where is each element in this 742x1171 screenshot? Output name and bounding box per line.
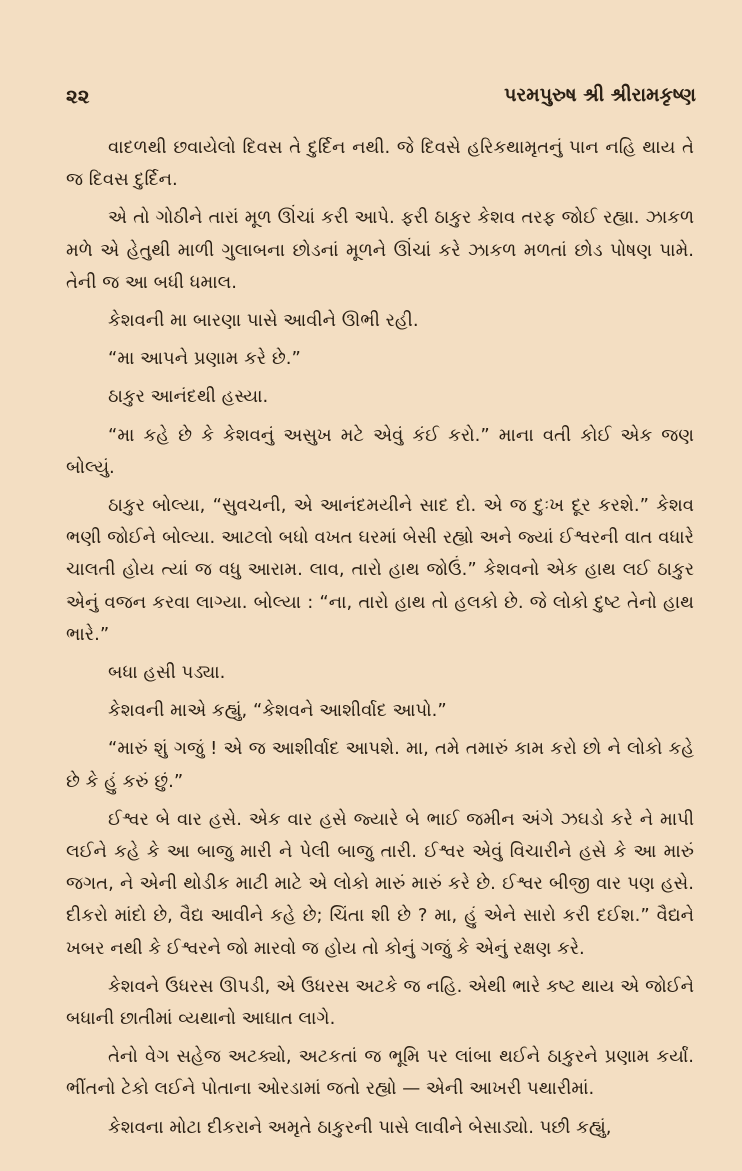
paragraph: ઠાકુર આનંદથી હસ્યા. xyxy=(108,386,269,408)
running-title: પરમપુરુષ શ્રી શ્રીરામકૃષ્ણ xyxy=(504,84,696,106)
paragraph: કેશવની માએ કહ્યું, “કેશવને આશીર્વાદ આપો.” xyxy=(108,700,447,722)
paragraph: ઠાકુર બોલ્યા, “સુવચની, એ આનંદમયીને સાદ દો. એ જ દુઃખ દૂર કરશે.” કેશવ ભણી જોઈને બોલ્યા. આટલો બધો વખત ઘરમાં બેસી રહ્યો અને જ્યાં ઈશ્વરની વાત વધારે ચાલતી હોય ત્યાં જ વધુ આરામ. લાવ, તારો હાથ જોઉં.” કેશવનો એક હાથ લઈ ઠાકુર એનું વજન કરવા લાગ્યા. બોલ્યા : “ના, તારો હાથ તો હલકો છે. જે લોકો દુષ્ટ તેનો હાથ ભારે.” xyxy=(66,495,694,645)
page-number: ૨૨ xyxy=(66,84,90,108)
paragraph: કેશવની મા બારણા પાસે આવીને ઊભી રહી. xyxy=(108,310,419,332)
paragraph: કેશવને ઉધરસ ઊપડી, એ ઉધરસ અટકે જ નહિ. એથી ભારે કષ્ટ થાય એ જોઈને બધાની છાતીમાં વ્યથાનો આઘાત લાગે. xyxy=(66,975,694,1030)
paragraph: “મા કહે છે કે કેશવનું અસુખ મટે એવું કંઈ કરો.” માના વતી કોઈ એક જણ બોલ્યું. xyxy=(66,424,694,478)
paragraph: ઈશ્વર બે વાર હસે. એક વાર હસે જ્યારે બે ભાઈ જમીન અંગે ઝઘડો કરે ને માપી લઈને કહે કે આ બાજુ મારી ને પેલી બાજુ તારી. ઈશ્વર એવું વિચારીને હસે કે આ મારું જગત, ને એની થોડીક માટી માટે એ લોકો મારું મારું કરે છે. ઈશ્વર બીજી વાર પણ હસે. દીકરો માંદો છે, વૈદ્ય આવીને કહે છે; ચિંતા શી છે ? મા, હું એને સારો કરી દઈશ.” વૈદ્યને ખબર નથી કે ઈશ્વરને જો મારવો જ હોય તો કોનું ગજું કે એનું રક્ષણ કરે. xyxy=(66,808,694,959)
paragraph: “મા આપને પ્રણામ કરે છે.” xyxy=(108,348,301,370)
paragraph: કેશવના મોટા દીકરાને અમૃતે ઠાકુરની પાસે લાવીને બેસાડ્યો. પછી કહ્યું, xyxy=(108,1116,612,1138)
body-text xyxy=(66,132,694,1150)
paragraph: વાદળથી છવાયેલો દિવસ તે દુર્દિન નથી. જે દિવસે હરિકથામૃતનું પાન નહિ થાય તે જ દિવસ દુર્દિન. xyxy=(66,137,694,191)
paragraph: એ તો ગોઠીને તારાં મૂળ ઊંચાં કરી આપે. ફરી ઠાકુર કેશવ તરફ જોઈ રહ્યા. ઝાકળ મળે એ હેતુથી માળી ગુલાબના છોડનાં મૂળને ઊંચાં કરે ઝાકળ મળતાં છોડ પોષણ પામે. તેની જ આ બધી ધમાલ. xyxy=(66,207,694,293)
paragraph: બધા હસી પડ્યા. xyxy=(108,662,226,684)
page-header xyxy=(66,84,696,114)
paragraph: “મારું શું ગજું ! એ જ આશીર્વાદ આપશે. મા, તમે તમારું કામ કરો છો ને લોકો કહે છે કે હું કરું છું.” xyxy=(66,738,694,792)
paragraph: તેનો વેગ સહેજ અટક્યો, અટકતાં જ ભૂમિ પર લાંબા થઈને ઠાકુરને પ્રણામ કર્યાં. ભીંતનો ટેકો લઈને પોતાના ઓરડામાં જતો રહ્યો — એની આખરી પથારીમાં. xyxy=(66,1046,694,1100)
